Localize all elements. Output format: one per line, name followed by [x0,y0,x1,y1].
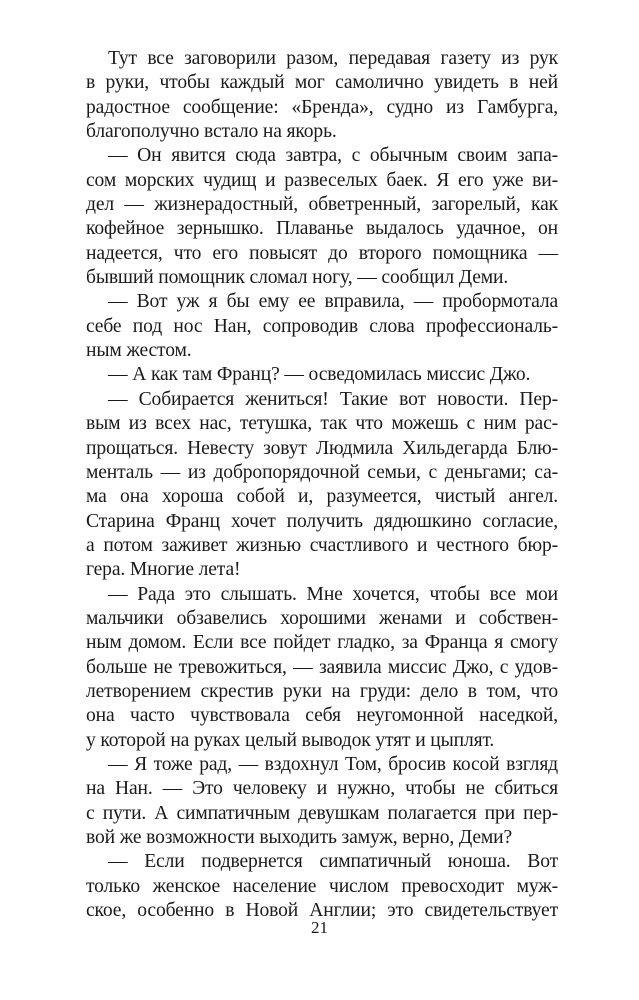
text-line: — Вот уж я бы ему ее вправила, — пробормотала [108,291,558,313]
text-line: ным домом. Если все пойдет гладко, за Франца я смогу [86,632,558,654]
text-line: — А как там Франц? — осведомилась миссис Джо. [108,364,531,386]
page-number: 21 [311,918,328,937]
text-line: — Я тоже рад, — вздохнул Том, бросив косой взгляд [108,753,558,775]
text-line: надеется, что его повысят до второго помощника — [86,242,558,264]
text-line: в руки, чтобы каждый мог самолично увидеть в ней [86,72,558,94]
text-line: летворением скрестив руки на груди: дело в том, что [86,680,558,702]
text-line: ское, особенно в Новой Англии; это свидетельствует [86,900,558,922]
text-line: радостное сообщение: «Бренда», судно из Гамбурга, [86,96,558,118]
text-line: себе под нос Нан, сопроводив слова профессиональ- [86,315,558,337]
text-line: кофейное зернышко. Плаванье выдалось удачное, он [86,218,558,240]
text-line: сом морских чудищ и развеселых баек. Я его уже ви- [86,169,558,191]
text-line: — Если подвернется симпатичный юноша. Вот [108,851,558,873]
text-line: больше не тревожиться, — заявила миссис Джо, с удов- [86,656,558,678]
text-line: ным жестом. [86,340,192,362]
text-line: менталь — из добропорядочной семьи, с деньгами; са- [86,461,558,483]
text-line: гера. Многие лета! [86,559,241,581]
text-line: только женское население числом превосходит муж- [86,875,558,897]
text-line: — Собирается жениться! Такие вот новости. Пер- [108,388,558,410]
text-line: прощаться. Невесту зовут Людмила Хильдегарда Блю- [86,437,558,459]
text-line: у которой на руках целый выводок утят и цыплят. [86,729,495,751]
text-line: на Нан. — Это человеку и нужно, чтобы не сбиться [86,778,558,800]
text-line: благополучно встало на якорь. [86,121,337,143]
text-line: бывший помощник сломал ногу, — сообщил Деми. [86,267,509,289]
text-line: с пути. А симпатичным девушкам полагается при пер- [86,802,558,824]
text-line: она часто чувствовала себя неугомонной наседкой, [86,705,558,727]
text-line: дел — жизнерадостный, обветренный, загорелый, как [86,194,558,216]
text-line: вым из всех нас, тетушка, так что можешь с ним рас- [86,413,558,435]
text-line: — Рада это слышать. Мне хочется, чтобы все мои [108,583,558,605]
body-text [86,47,558,923]
text-line: — Он явится сюда завтра, с обычным своим запа- [108,145,558,167]
text-line: а потом заживет жизнью счастливого и честного бюр- [86,534,558,556]
text-line: ма она хороша собой и, разумеется, чистый ангел. [86,486,558,508]
text-line: мальчики обзавелись хорошими женами и собствен- [86,607,558,629]
text-line: Старина Франц хочет получить дядюшкино согласие, [86,510,558,532]
text-line: Тут все заговорили разом, передавая газету из рук [108,48,558,69]
text-line: вой же возможности выходить замуж, верно, Деми? [86,827,513,848]
